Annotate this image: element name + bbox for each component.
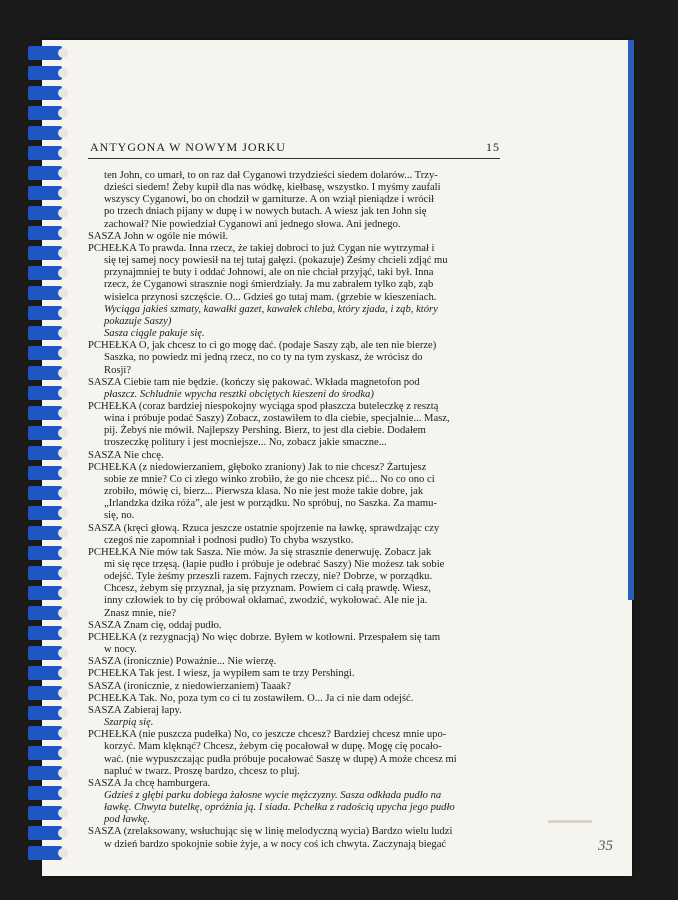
dialogue-line: PCHEŁKA Nie mów tak Sasza. Nie mów. Ja się strasznie denerwuję. Zobacz jak xyxy=(88,546,432,558)
text-line: sobie ze mnie? Co ci złego winko zrobiło, że go nie chcesz pić... No co ono ci xyxy=(104,473,435,485)
binding-ring xyxy=(28,126,62,140)
binding-ring xyxy=(28,646,62,660)
back-cover-edge xyxy=(628,40,634,600)
text-line: mi się ręce trzęsą. (łapie pudło i próbuje je odebrać Saszy) Nie możesz tak sobie xyxy=(104,559,445,570)
dialogue-line: PCHEŁKA Tak jest. I wiesz, ja wypiłem sam te trzy Pershingi. xyxy=(88,668,355,680)
binding-ring xyxy=(28,566,62,580)
text-line: troszeczkę politury i jest mocniejsze... No, zobacz jakie smaczne... xyxy=(104,437,387,449)
binding-ring xyxy=(28,746,62,760)
stage-direction: pod ławkę. xyxy=(104,814,150,826)
binding-ring xyxy=(28,526,62,540)
dialogue-line: SASZA Zabieraj łapy. xyxy=(88,704,182,716)
binding-ring xyxy=(28,146,62,160)
text-line: wszyscy Cyganowi, bo on chodził w garniturze. A on wziął pieniądze i wrócił xyxy=(104,194,435,206)
text-line: przynajmniej te buty i oddać Johnowi, ale on nie chciał przyjąć, taki był. Inna xyxy=(104,267,434,279)
text-line: napluć w twarz. Proszę bardzo, chcesz to pluj. xyxy=(104,765,300,777)
running-title: ANTYGONA W NOWYM JORKU xyxy=(90,140,286,154)
stage-direction: płaszcz. Schludnie wpycha resztki obciętych kieszeni do środka) xyxy=(104,388,374,400)
binding-ring xyxy=(28,66,62,80)
binding-ring xyxy=(28,806,62,820)
handwritten-folio-number: 35 xyxy=(598,838,613,854)
text-line: wina i próbuje podać Saszy) Zobacz, zostawiłem to dla ciebie, specjalnie... Masz, xyxy=(104,413,450,425)
text-line: się, no. xyxy=(104,510,135,522)
dialogue-line: SASZA (ironicznie) Poważnie... Nie wierzę. xyxy=(88,656,277,668)
dialogue-line: SASZA John w ogóle nie mówił. xyxy=(88,230,229,242)
text-line: Znasz mnie, nie? xyxy=(104,607,177,619)
stage-direction: Gdzieś z głębi parku dobiega żałosne wycie mężczyzny. Sasza odkłada pudło na xyxy=(104,789,442,801)
binding-ring xyxy=(28,406,62,420)
text-line: pij. Żebyś nie mówił. Najlepszy Pershing. Bierz, to jest dla ciebie. Dodałem xyxy=(104,425,426,437)
binding-ring xyxy=(28,506,62,520)
binding-ring xyxy=(28,586,62,600)
text-line: w dzień bardzo spokojnie sobie żyje, a w nocy coś ich chwyta. Zaczynają biegać xyxy=(104,838,447,850)
spiral-binding xyxy=(28,46,64,866)
binding-ring xyxy=(28,166,62,180)
stage-direction: Szarpią się. xyxy=(104,717,154,729)
dialogue-line: SASZA Ja chcę hamburgera. xyxy=(88,777,211,789)
dialogue-line: PCHEŁKA (z niedowierzaniem, głęboko zraniony) Jak to nie chcesz? Żartujesz xyxy=(88,461,427,473)
binding-ring xyxy=(28,606,62,620)
binding-ring xyxy=(28,266,62,280)
scan-artifact xyxy=(548,820,592,823)
binding-ring xyxy=(28,426,62,440)
binding-ring xyxy=(28,346,62,360)
binding-ring xyxy=(28,206,62,220)
binding-ring xyxy=(28,726,62,740)
binding-ring xyxy=(28,446,62,460)
binding-ring xyxy=(28,546,62,560)
dialogue-line: SASZA (zrelaksowany, wsłuchując się w linię melodyczną wycia) Bardzo wielu ludzi xyxy=(88,826,453,838)
dialogue-line: PCHEŁKA (coraz bardziej niespokojny wyciąga spod płaszcza buteleczkę z resztą xyxy=(88,400,439,412)
running-header xyxy=(90,140,500,155)
stage-direction: pokazuje Saszy) xyxy=(104,315,172,327)
text-line: po trzech dniach pijany w dupę i w nowych butach. A wiesz jak ten John się xyxy=(104,206,427,218)
binding-ring xyxy=(28,466,62,480)
binding-ring xyxy=(28,766,62,780)
text-line: „Irlandzka dzika róża”, ale jest w porządku. No spróbuj, no Saszka. Za mamu- xyxy=(104,498,437,510)
dialogue-line: PCHEŁKA To prawda. Inna rzecz, że takiej dobroci to już Cygan nie wytrzymał i xyxy=(88,242,435,254)
text-line: dzieści siedem! Żeby kupił dla nas wódkę, kiełbasę, wszystko. I myśmy zaufali xyxy=(104,182,441,194)
binding-ring xyxy=(28,386,62,400)
binding-ring xyxy=(28,226,62,240)
page-number: 15 xyxy=(486,140,500,154)
text-line: ten John, co umarł, to on raz dał Cyganowi trzydzieści siedem dolarów... Trzy- xyxy=(104,170,438,181)
text-line: Chcesz, żebym się przyznał, ja się przyznam. Powiem ci całą prawdę. Wiesz, xyxy=(104,583,432,595)
text-line: wać. (nie wypuszczając pudła próbuje pocałować Saszę w dupę) A może chcesz mi xyxy=(104,753,457,765)
text-line: korzyć. Mam klęknąć? Chcesz, żebym cię pocałował w dupę. Mogę cię pocało- xyxy=(104,741,442,753)
stage-direction: Sasza ciągle pakuje się. xyxy=(104,328,205,340)
text-line: zachował? Nie powiedział Cyganowi ani jednego słowa. Ani jednego. xyxy=(104,218,401,230)
dialogue-line: SASZA Nie chcę. xyxy=(88,449,164,461)
text-line: inny człowiek to by cię próbował okłamać, zwodzić, wykołować. Ale nie ja. xyxy=(104,595,428,607)
dialogue-line: SASZA (kręci głową. Rzuca jeszcze ostatnie spojrzenie na ławkę, sprawdzając czy xyxy=(88,522,440,534)
binding-ring xyxy=(28,706,62,720)
text-line: zrobiło, mówię ci, bierz... Pierwsza klasa. No nie jest może takie dobre, jak xyxy=(104,486,424,498)
dialogue-line: PCHEŁKA (nie puszcza pudełka) No, co jeszcze chcesz? Bardziej chcesz mnie upo- xyxy=(88,729,447,741)
binding-ring xyxy=(28,686,62,700)
text-line: rzecz, że Cyganowi strasznie nogi śmierdziały. Ja mu zabrałem tylko ząb, ząb xyxy=(104,279,434,291)
binding-ring xyxy=(28,46,62,60)
binding-ring xyxy=(28,846,62,860)
binding-ring xyxy=(28,786,62,800)
dialogue-line: PCHEŁKA O, jak chcesz to ci go mogę dać. (podaje Saszy ząb, ale ten nie bierze) xyxy=(88,340,437,352)
binding-ring xyxy=(28,286,62,300)
text-line: się tej samej nocy powiesił na tej tutaj gałęzi. (pokazuje) Żeśmy chcieli zdjąć mu xyxy=(104,255,448,267)
binding-ring xyxy=(28,106,62,120)
text-line: czegoś nie zapomniał i podnosi pudło) To chyba wszystko. xyxy=(104,534,354,546)
binding-ring xyxy=(28,826,62,840)
drama-text xyxy=(88,170,500,851)
dialogue-line: SASZA (ironicznie, z niedowierzaniem) Taaak? xyxy=(88,680,291,692)
binding-ring xyxy=(28,326,62,340)
binding-ring xyxy=(28,486,62,500)
binding-ring xyxy=(28,86,62,100)
text-line: Rosji? xyxy=(104,364,132,376)
text-line: Saszka, no powiedz mi jedną rzecz, no co ty na tym zyskasz, że wrócisz do xyxy=(104,352,423,364)
binding-ring xyxy=(28,246,62,260)
binding-ring xyxy=(28,626,62,640)
dialogue-line: SASZA Ciebie tam nie będzie. (kończy się pakować. Wkłada magnetofon pod xyxy=(88,376,420,388)
binding-ring xyxy=(28,666,62,680)
text-line: odejść. Tyle żeśmy przeszli razem. Fajnych rzeczy, nie? Dobrze, w porządku. xyxy=(104,571,433,583)
binding-ring xyxy=(28,366,62,380)
binding-ring xyxy=(28,306,62,320)
dialogue-line: PCHEŁKA (z rezygnacją) No więc dobrze. Byłem w kotłowni. Przespałem się tam xyxy=(88,631,441,643)
dialogue-line: SASZA Znam cię, oddaj pudło. xyxy=(88,619,222,631)
dialogue-line: PCHEŁKA Tak. No, poza tym co ci tu zostawiłem. O... Ja ci nie dam odejść. xyxy=(88,692,414,704)
text-line: w nocy. xyxy=(104,644,137,656)
stage-direction: Wyciąga jakieś szmaty, kawałki gazet, kawałek chleba, który zjada, i ząb, który xyxy=(104,303,438,315)
header-rule xyxy=(88,158,500,159)
stage-direction: ławkę. Chwyta butelkę, opróżnia ją. I siada. Pchełka z radością upycha jego pudło xyxy=(104,802,455,814)
text-line: wisielca przynosi szczęście. O... Gdzieś go tutaj mam. (grzebie w kieszeniach. xyxy=(104,291,437,303)
binding-ring xyxy=(28,186,62,200)
